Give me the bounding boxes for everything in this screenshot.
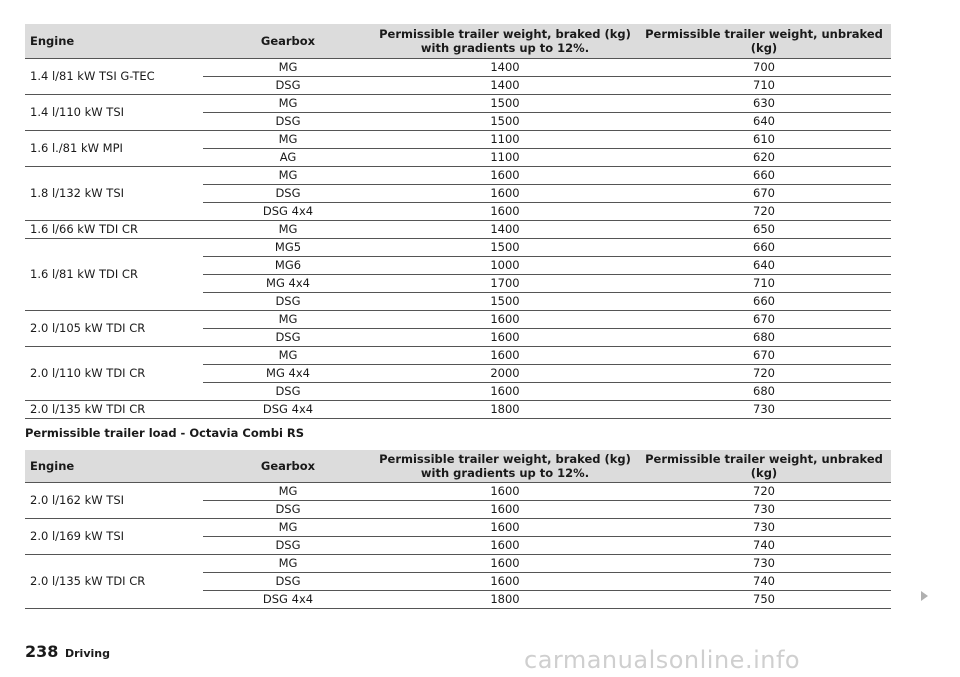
gearbox-cell: MG [203,310,373,328]
gearbox-cell: MG 4x4 [203,364,373,382]
trailer-weight-table [25,24,891,419]
braked-header-line1: Permissible trailer weight, braked (kg) [379,26,631,41]
braked-weight-cell: 2000 [373,364,637,382]
braked-weight-cell: 1700 [373,274,637,292]
table-row [25,554,891,572]
table-row [25,130,891,148]
table-header-row [25,24,891,58]
gearbox-cell: DSG 4x4 [203,400,373,418]
gearbox-cell: DSG [203,536,373,554]
braked-weight-cell: 1600 [373,482,637,500]
braked-weight-cell: 1100 [373,148,637,166]
braked-weight-cell: 1400 [373,76,637,94]
braked-weight-cell: 1600 [373,572,637,590]
table-row [25,220,891,238]
table-row [25,482,891,500]
unbraked-weight-cell: 750 [637,590,891,608]
gearbox-column-header: Gearbox [203,450,373,482]
gearbox-cell: MG [203,166,373,184]
unbraked-weight-cell: 680 [637,328,891,346]
gearbox-cell: MG [203,58,373,76]
braked-weight-cell: 1500 [373,94,637,112]
engine-cell: 2.0 l/135 kW TDI CR [25,554,203,608]
unbraked-weight-cell: 700 [637,58,891,76]
braked-weight-cell: 1500 [373,292,637,310]
rs-trailer-weight-table [25,450,891,609]
braked-weight-cell: 1400 [373,58,637,76]
engine-cell: 1.6 l/81 kW TDI CR [25,238,203,310]
engine-column-header: Engine [25,450,203,482]
gearbox-column-header: Gearbox [203,24,373,58]
table-row [25,346,891,364]
braked-weight-cell: 1600 [373,184,637,202]
unbraked-weight-cell: 730 [637,518,891,536]
unbraked-weight-cell: 720 [637,364,891,382]
engine-column-header: Engine [25,24,203,58]
watermark: carmanualsonline.info [524,646,801,674]
unbraked-weight-cell: 740 [637,536,891,554]
braked-weight-cell: 1800 [373,590,637,608]
gearbox-cell: MG [203,518,373,536]
unbraked-weight-cell: 640 [637,112,891,130]
braked-weight-cell: 1600 [373,536,637,554]
gearbox-cell: DSG [203,184,373,202]
engine-cell: 2.0 l/105 kW TDI CR [25,310,203,346]
braked-weight-cell: 1400 [373,220,637,238]
braked-weight-cell: 1500 [373,112,637,130]
table-row [25,94,891,112]
engine-cell: 2.0 l/162 kW TSI [25,482,203,518]
braked-weight-cell: 1600 [373,346,637,364]
engine-cell: 1.6 l/66 kW TDI CR [25,220,203,238]
gearbox-cell: MG6 [203,256,373,274]
unbraked-weight-cell: 710 [637,76,891,94]
gearbox-cell: DSG [203,292,373,310]
table-row [25,400,891,418]
braked-weight-cell: 1600 [373,328,637,346]
braked-weight-cell: 1800 [373,400,637,418]
gearbox-cell: MG [203,94,373,112]
engine-cell: 2.0 l/110 kW TDI CR [25,346,203,400]
gearbox-cell: AG [203,148,373,166]
page-number: 238 [25,642,59,661]
table-row [25,58,891,76]
unbraked-weight-cell: 710 [637,274,891,292]
gearbox-cell: MG 4x4 [203,274,373,292]
unbraked-weight-cell: 640 [637,256,891,274]
unbraked-weight-cell: 650 [637,220,891,238]
table-row [25,238,891,256]
unbraked-weight-cell: 720 [637,202,891,220]
unbraked-weight-cell: 680 [637,382,891,400]
gearbox-cell: DSG [203,328,373,346]
gearbox-cell: MG [203,130,373,148]
braked-column-header [373,24,637,58]
engine-cell: 1.6 l./81 kW MPI [25,130,203,166]
unbraked-weight-cell: 610 [637,130,891,148]
braked-weight-cell: 1500 [373,238,637,256]
unbraked-weight-cell: 620 [637,148,891,166]
continue-arrow-icon [921,591,928,601]
braked-column-header [373,450,637,482]
engine-cell: 2.0 l/169 kW TSI [25,518,203,554]
braked-header-line1: Permissible trailer weight, braked (kg) [379,451,631,466]
unbraked-weight-cell: 630 [637,94,891,112]
unbraked-weight-cell: 660 [637,292,891,310]
table-row [25,166,891,184]
gearbox-cell: MG [203,554,373,572]
engine-cell: 1.4 l/110 kW TSI [25,94,203,130]
unbraked-weight-cell: 730 [637,400,891,418]
braked-weight-cell: 1600 [373,500,637,518]
unbraked-weight-cell: 660 [637,166,891,184]
braked-weight-cell: 1600 [373,166,637,184]
gearbox-cell: DSG [203,572,373,590]
braked-weight-cell: 1600 [373,518,637,536]
braked-weight-cell: 1000 [373,256,637,274]
gearbox-cell: MG [203,220,373,238]
unbraked-column-header: Permissible trailer weight, unbraked (kg) [637,450,891,482]
table-row [25,518,891,536]
unbraked-weight-cell: 730 [637,554,891,572]
unbraked-weight-cell: 660 [637,238,891,256]
unbraked-column-header: Permissible trailer weight, unbraked (kg) [637,24,891,58]
braked-weight-cell: 1100 [373,130,637,148]
engine-cell: 1.4 l/81 kW TSI G-TEC [25,58,203,94]
section-title: Permissible trailer load - Octavia Combi RS [25,426,305,440]
unbraked-weight-cell: 740 [637,572,891,590]
unbraked-weight-cell: 670 [637,184,891,202]
gearbox-cell: DSG 4x4 [203,202,373,220]
braked-weight-cell: 1600 [373,554,637,572]
gearbox-cell: DSG [203,382,373,400]
table-row [25,310,891,328]
gearbox-cell: MG [203,346,373,364]
gearbox-cell: DSG [203,500,373,518]
engine-cell: 1.8 l/132 kW TSI [25,166,203,220]
unbraked-weight-cell: 730 [637,500,891,518]
braked-header-line2: with gradients up to 12%. [420,40,590,55]
gearbox-cell: DSG [203,112,373,130]
braked-weight-cell: 1600 [373,310,637,328]
braked-weight-cell: 1600 [373,382,637,400]
gearbox-cell: MG5 [203,238,373,256]
chapter-name: Driving [65,647,110,660]
unbraked-weight-cell: 670 [637,346,891,364]
engine-cell: 2.0 l/135 kW TDI CR [25,400,203,418]
gearbox-cell: DSG [203,76,373,94]
unbraked-weight-cell: 670 [637,310,891,328]
braked-weight-cell: 1600 [373,202,637,220]
table-header-row [25,450,891,482]
unbraked-weight-cell: 720 [637,482,891,500]
gearbox-cell: DSG 4x4 [203,590,373,608]
braked-header-line2: with gradients up to 12%. [420,465,590,480]
gearbox-cell: MG [203,482,373,500]
